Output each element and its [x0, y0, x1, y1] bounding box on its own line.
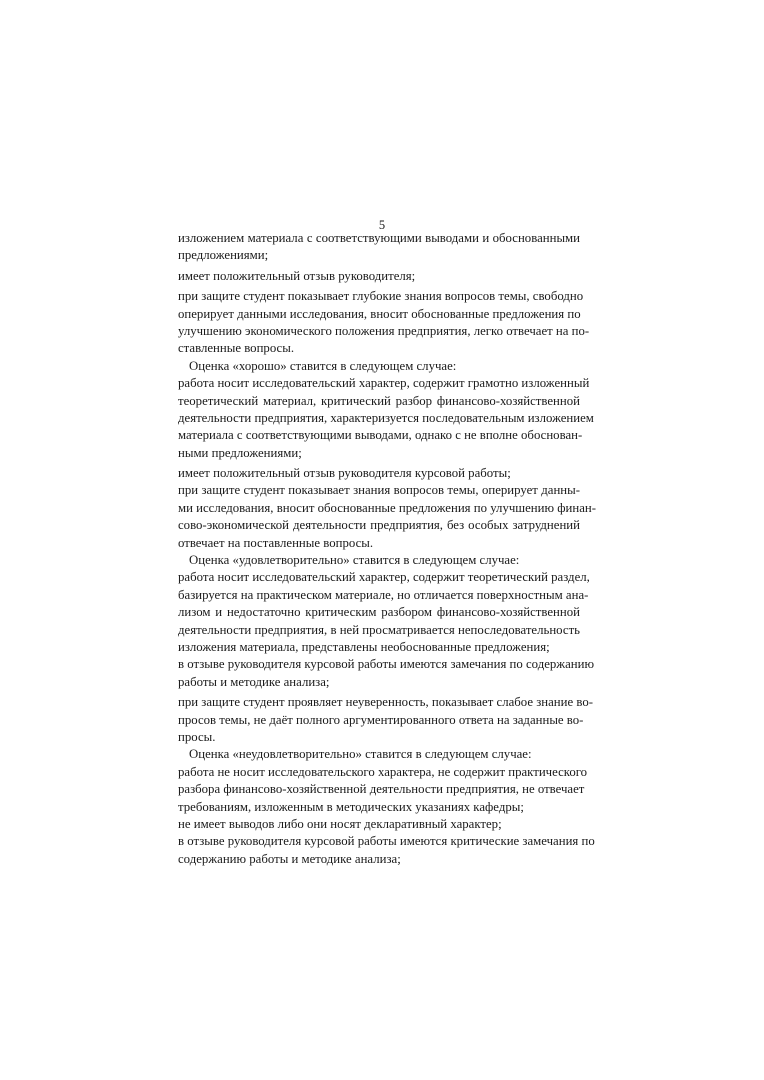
text-line: не имеет выводов либо они носят декларативный характер;	[178, 816, 502, 831]
text-line: базируется на практическом материале, но отличается поверхностным ана-	[178, 587, 589, 602]
text-line: теоретический материал, критический разбор финансово-хозяйственной	[178, 393, 580, 408]
text-line: разбора финансово-хозяйственной деятельности предприятия, не отвечает	[178, 782, 585, 797]
text-line: имеет положительный отзыв руководителя курсовой работы;	[178, 466, 511, 481]
text-line: изложения материала, представлены необоснованные предложения;	[178, 639, 550, 654]
text-line: в отзыве руководителя курсовой работы имеются замечания по содержанию	[178, 657, 595, 672]
text-line: работа носит исследовательский характер, содержит грамотно изложенный	[178, 376, 590, 391]
text-line: требованиям, изложенным в методических указаниях кафедры;	[178, 799, 524, 814]
text-line: просов темы, не даёт полного аргументированного ответа на заданные во-	[178, 712, 584, 727]
text-line: деятельности предприятия, в ней просматривается непоследовательность	[178, 622, 580, 637]
text-line: имеет положительный отзыв руководителя;	[178, 268, 416, 283]
text-line: оперирует данными исследования, вносит обоснованные предложения по	[178, 306, 581, 321]
text-line: улучшению экономического положения предприятия, легко отвечает на по-	[178, 323, 590, 338]
text-line: изложением материала с соответствующими выводами и обоснованными	[178, 231, 580, 245]
text-line: работа носит исследовательский характер, содержит теоретический раздел,	[178, 570, 590, 585]
text-line: ми исследования, вносит обоснованные предложения по улучшению финан-	[178, 500, 597, 515]
text-line: ными предложениями;	[178, 445, 302, 460]
text-body	[178, 230, 597, 868]
text-line: содержанию работы и методике анализа;	[178, 851, 401, 866]
text-line: просы.	[178, 729, 216, 744]
text-line: предложениями;	[178, 248, 269, 263]
text-line: работа не носит исследовательского характера, не содержит практического	[178, 764, 588, 779]
page-number: 5	[378, 218, 386, 232]
text-line: при защите студент показывает знания вопросов темы, оперирует данны-	[178, 483, 580, 498]
text-line: в отзыве руководителя курсовой работы имеются критические замечания по	[178, 834, 595, 849]
text-line: ставленные вопросы.	[178, 341, 295, 356]
section-heading-unsatisfactory: Оценка «неудовлетворительно» ставится в следующем случае:	[189, 747, 532, 762]
section-heading-satisfactory: Оценка «удовлетворительно» ставится в следующем случае:	[189, 553, 520, 568]
text-line: при защите студент проявляет неуверенность, показывает слабое знание во-	[178, 695, 593, 710]
text-line: лизом и недостаточно критическим разбором финансово-хозяйственной	[178, 605, 580, 620]
text-line: материала с соответствующими выводами, однако с не вполне обоснован-	[178, 428, 583, 443]
text-line: при защите студент показывает глубокие знания вопросов темы, свободно	[178, 289, 584, 304]
section-heading-good: Оценка «хорошо» ставится в следующем случае:	[189, 358, 457, 373]
text-line: сово-экономической деятельности предприятия, без особых затруднений	[178, 518, 580, 533]
text-line: деятельности предприятия, характеризуется последовательным изложением	[178, 410, 594, 425]
text-line: работы и методике анализа;	[178, 674, 330, 689]
text-line: отвечает на поставленные вопросы.	[178, 535, 374, 550]
